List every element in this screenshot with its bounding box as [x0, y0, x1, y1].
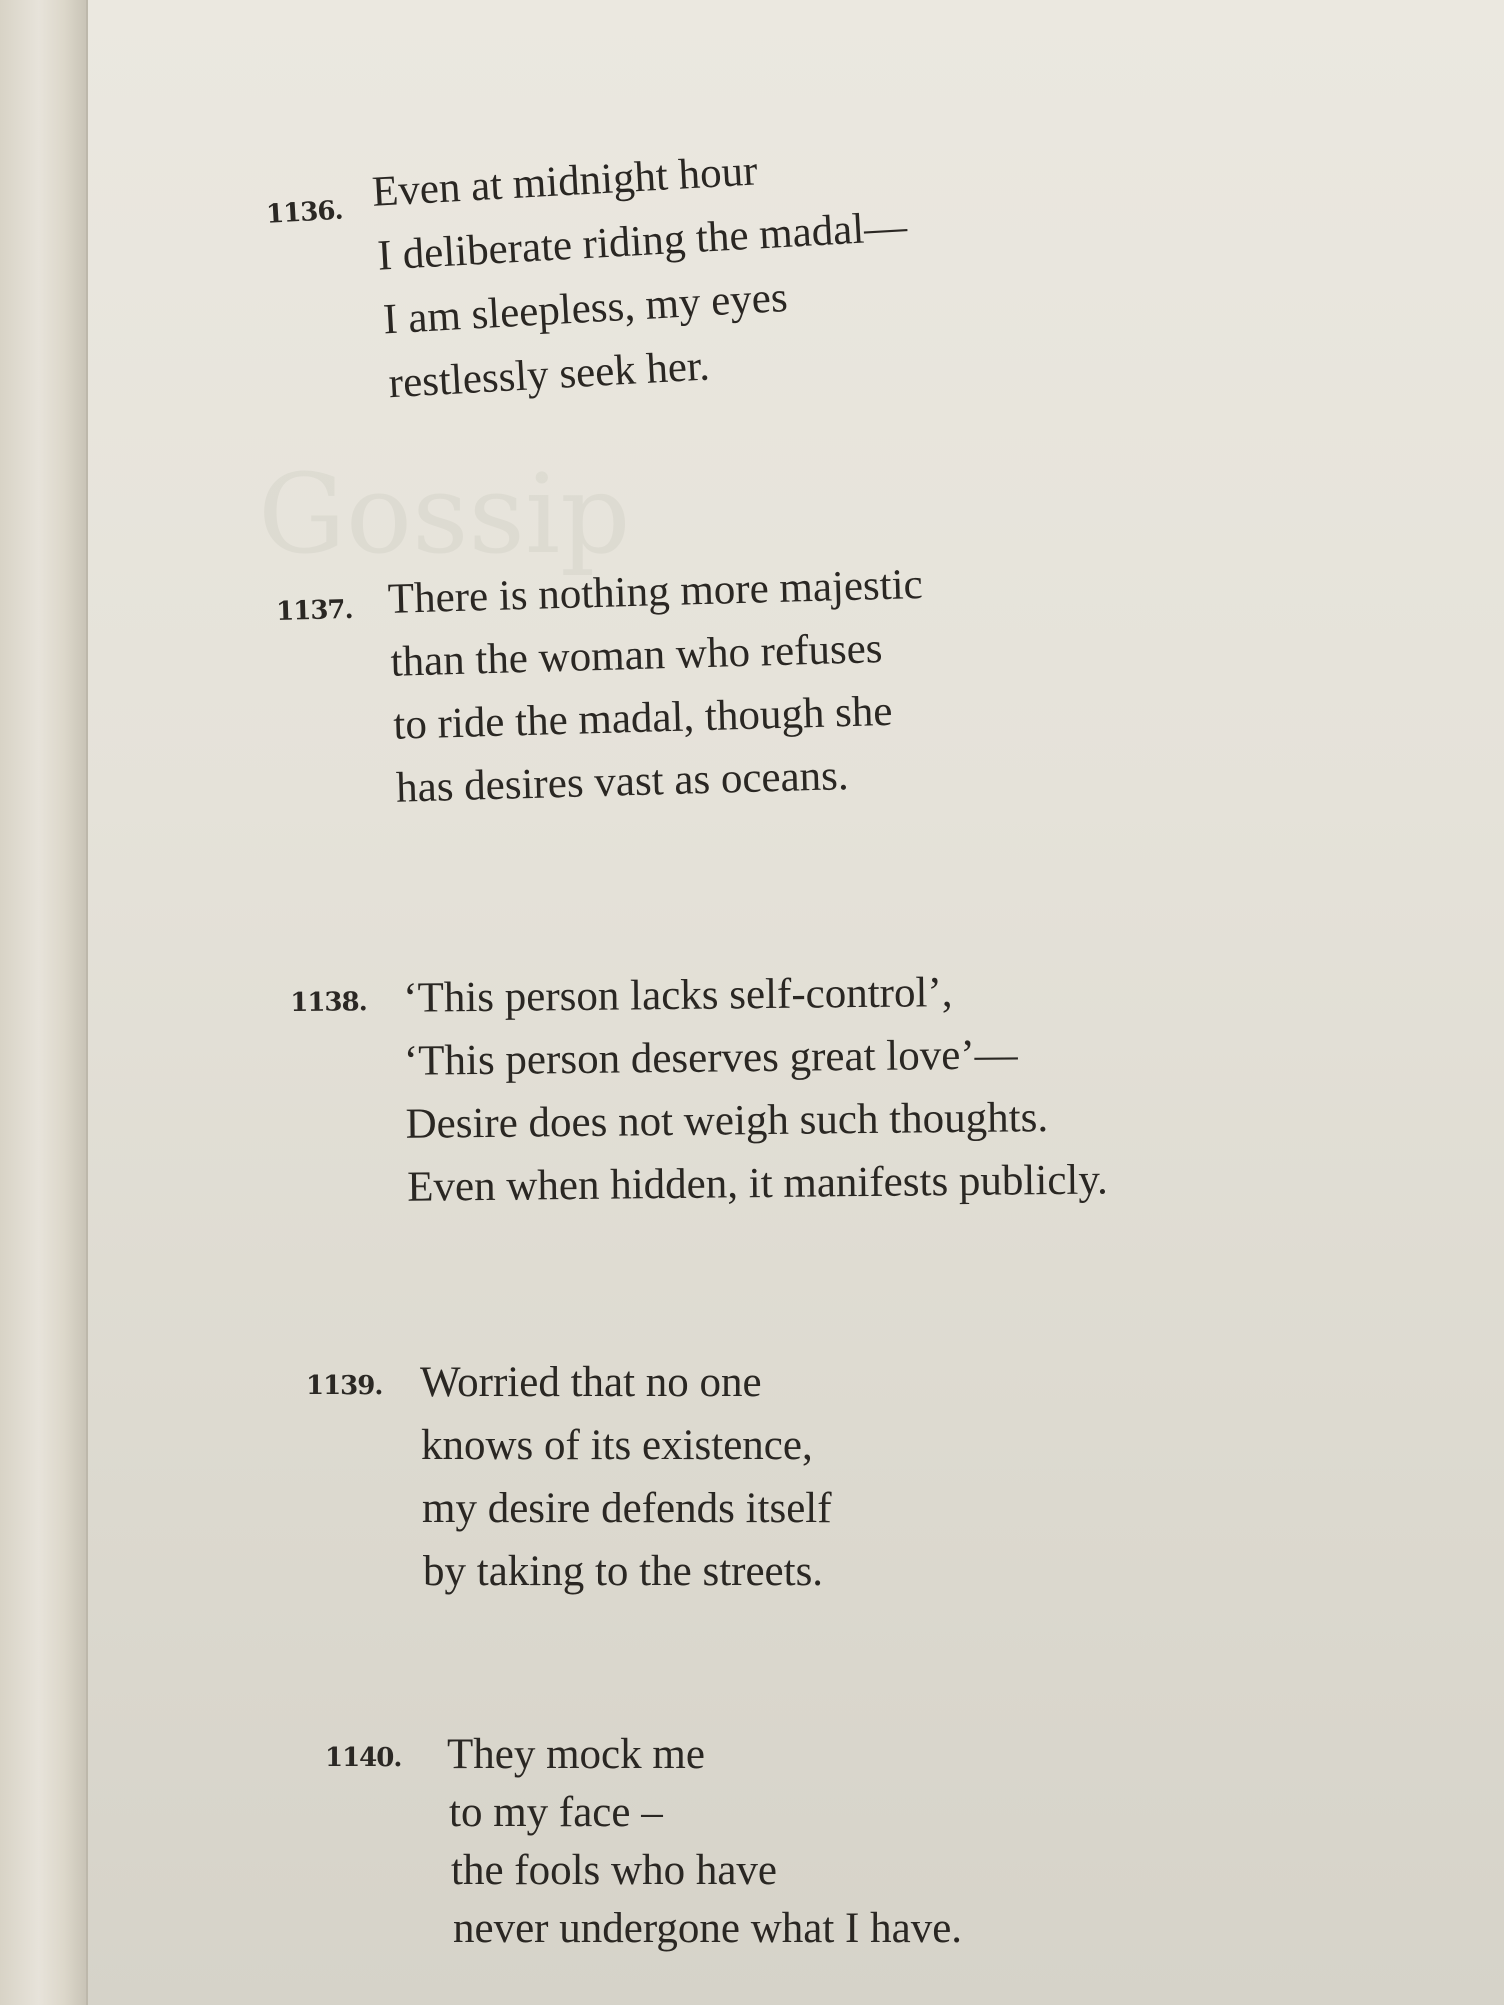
poem-line: knows of its existence,: [421, 1422, 813, 1469]
poem-line: Worried that no one: [420, 1359, 762, 1406]
poem-line: I am sleepless, my eyes: [381, 273, 789, 344]
poem-line: to my face –: [449, 1789, 663, 1836]
poem-number: 1140.: [325, 1743, 402, 1773]
bleed-through-text: Gossip: [258, 450, 631, 578]
poem-number: 1138.: [290, 987, 367, 1018]
poem-line: ‘This person lacks self-control’,: [403, 969, 953, 1022]
poem-line: my desire defends itself: [422, 1485, 832, 1532]
poem-line: They mock me: [447, 1731, 705, 1778]
poem-line: by taking to the streets.: [423, 1548, 824, 1595]
poem-line: has desires vast as oceans.: [395, 752, 850, 812]
poem-line: the fools who have: [451, 1847, 778, 1894]
poem-line: There is nothing more majestic: [387, 560, 924, 623]
poem-line: than the woman who refuses: [389, 625, 884, 686]
poem-line: Desire does not weigh such thoughts.: [405, 1094, 1049, 1148]
poem-line: restlessly seek her.: [387, 342, 711, 408]
poem-line: never undergone what I have.: [453, 1905, 963, 1952]
poem-line: Even at midnight hour: [370, 147, 759, 216]
poem-line: I deliberate riding the madal—: [376, 203, 909, 280]
poem-line: to ride the madal, though she: [392, 687, 894, 749]
book-spine: [0, 0, 88, 2005]
poem-line: ‘This person deserves great love’—: [403, 1031, 1018, 1085]
poem-number: 1137.: [275, 594, 353, 627]
poem-number: 1136.: [265, 195, 344, 230]
poem-line: Even when hidden, it manifests publicly.: [406, 1156, 1109, 1211]
poem-number: 1139.: [306, 1371, 383, 1401]
